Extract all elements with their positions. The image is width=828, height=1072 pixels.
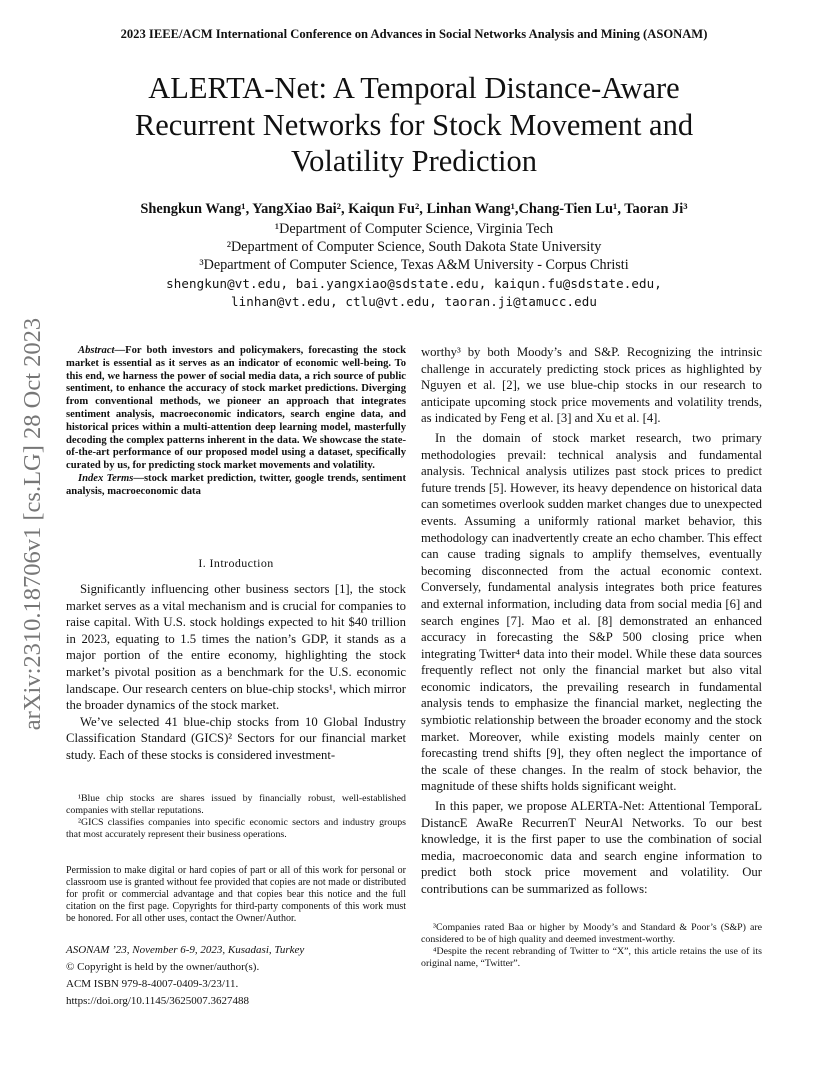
right-body [421,344,762,898]
permission-notice: Permission to make digital or hard copies of part or all of this work for personal or classroom use is granted without fee provided that copies are not made or distributed for profit or commercial advantage and that copies bear this notice and the full citation on the first page. Copyrights for third-party components of this work must be honored. For all other uses, contact the Owner/Author. [66,865,406,924]
index-terms [66,473,406,499]
title-line-1: ALERTA-Net: A Temporal Distance-Aware [148,71,680,105]
author-list: Shengkun Wang¹, YangXiao Bai², Kaiqun Fu², Linhan Wang¹,Chang-Tien Lu¹, Taoran Ji³ [140,201,688,217]
index-terms-label: Index Terms [78,472,134,484]
right-paragraph-1: worthy³ by both Moody’s and S&P. Recognizing the intrinsic challenge in accurately predicting stock prices as highlighted by Nguyen et al. [2], we use blue-chip stocks in our research to anticipate upcoming stock price movements and volatility trends, as indicated by Feng et al. [3] and Xu et al. [4]. [421,345,762,426]
intro-paragraph-2: We’ve selected 41 blue-chip stocks from 10 Global Industry Classification Standard (GICS)² Sectors for our financial market study. Each of these stocks is considered investment- [66,714,406,762]
footnote-4: ⁴Despite the recent rebranding of Twitter to “X”, this article retains the use of its original name, “Twitter”. [421,946,762,969]
paper-title [60,70,768,180]
footnote-3: ³Companies rated Baa or higher by Moody’s and Standard & Poor’s (S&P) are considered to be of high quality and deemed investment-worthy. [421,922,762,945]
left-column [66,345,406,499]
abstract [66,345,406,473]
venue-info [66,942,406,1010]
title-line-3: Volatility Prediction [291,144,537,178]
right-paragraph-3: In this paper, we propose ALERTA-Net: Attentional TemporaL DistancE AwaRe RecurrenT NeurAl Networks. To our best knowledge, it is the first paper to use the combination of social media, macroeconomic data and search engine information to predict both stock price movement and volatility. Our contributions can be summarized as follows: [421,799,762,896]
intro-paragraph-1: Significantly influencing other business sectors [1], the stock market serves as a vital mechanism and is crucial for companies to raise capital. With U.S. stock holdings expected to hit $40 trillion in 2023, equating to 1.5 times the nation’s GDP, it stands as a major portion of the entire economy, highlighting the stock market’s pivotal position as a benchmark for the U.S. economic landscape. Our research centers on blue-chip stocks¹, which mirror the broader dynamics of the stock market. [66,582,406,713]
email-line-1: shengkun@vt.edu, bai.yangxiao@sdstate.edu, kaiqun.fu@sdstate.edu, [166,276,662,291]
conference-header: 2023 IEEE/ACM International Conference on Advances in Social Networks Analysis and Mining (ASONAM) [120,27,708,41]
abstract-label: Abstract [78,345,115,356]
affiliation-2: ²Department of Computer Science, South Dakota State University [226,239,602,255]
affiliation-3: ³Department of Computer Science, Texas A&M University - Corpus Christi [199,257,629,273]
email-line-2: linhan@vt.edu, ctlu@vt.edu, taoran.ji@tamucc.edu [230,294,598,309]
footnote-2: ²GICS classifies companies into specific economic sectors and industry groups that most accurately represent their business operations. [66,817,406,840]
venue-line-1: ASONAM ’23, November 6-9, 2023, Kusadasi, Turkey [66,944,305,956]
venue-line-3: ACM ISBN 979-8-4007-0409-3/23/11. [66,978,239,990]
arxiv-watermark: arXiv:2310.18706v1 [cs.LG] 28 Oct 2023 [19,317,46,731]
right-paragraph-2: In the domain of stock market research, two primary methodologies prevail: technical analysis and fundamental analysis. Technical analysis utilizes past stock prices to predict future trends [5]. However, its heavy dependence on historical data can sometimes overlook sudden market changes due to unexpected events. Assuming a uniformly rational market behavior, this methodology can inadvertently create an echo chamber. This effect can cause trading signals to amplify themselves, eventually becoming disconnected from the actual economic context. Conversely, fundamental analysis integrates both price features and external information, including data from social media [6] and search engines [7]. Mao et al. [8] demonstrated an enhanced accuracy in forecasting the S&P 500 closing price when integrating Twitter⁴ data into their model. While these data sources frequently reflect not only the financial market but also vital economic indicators, the prevailing research in fundamental analysis tends to emphasize the financial market, neglecting the symbiotic relationship between the broader economy and the stock market. Moreover, while existing models mainly center on forecasting trend shifts [9], they often neglect the importance of the scale of these changes. In the realm of stock behavior, the magnitude of these shifts holds significant weight. [421,430,762,794]
venue-line-4: https://doi.org/10.1145/3625007.3627488 [66,995,250,1007]
footnote-1: ¹Blue chip stocks are shares issued by financially robust, well-established companies with stellar reputations. [66,793,406,816]
left-footnotes [66,793,406,841]
section-heading: I. Introduction [198,556,274,570]
right-footnotes [421,922,762,970]
abstract-text: —For both investors and policymakers, forecasting the stock market is essential as it serves as an indicator of economic well-being. To this end, we harness the power of social media data, a rich source of public sentiment, to enhance the accuracy of stock market predictions. Diverging from conventional methods, we pioneer an approach that integrates sentiment analysis, macroeconomic indicators, search engine data, and historical prices within a multi-attention deep learning model, masterfully decoding the complex patterns inherent in the data. We showcase the state-of-the-art performance of our proposed model using a dataset, specifically curated by us, for predicting stock market movements and volatility. [66,345,406,472]
index-terms-text: —stock market prediction, twitter, google trends, sentiment analysis, macroeconomic data [66,472,406,497]
left-body [66,581,406,764]
title-line-2: Recurrent Networks for Stock Movement and [134,107,694,142]
affiliation-1: ¹Department of Computer Science, Virginia Tech [274,221,554,237]
venue-line-2: © Copyright is held by the owner/author(s). [66,961,260,973]
